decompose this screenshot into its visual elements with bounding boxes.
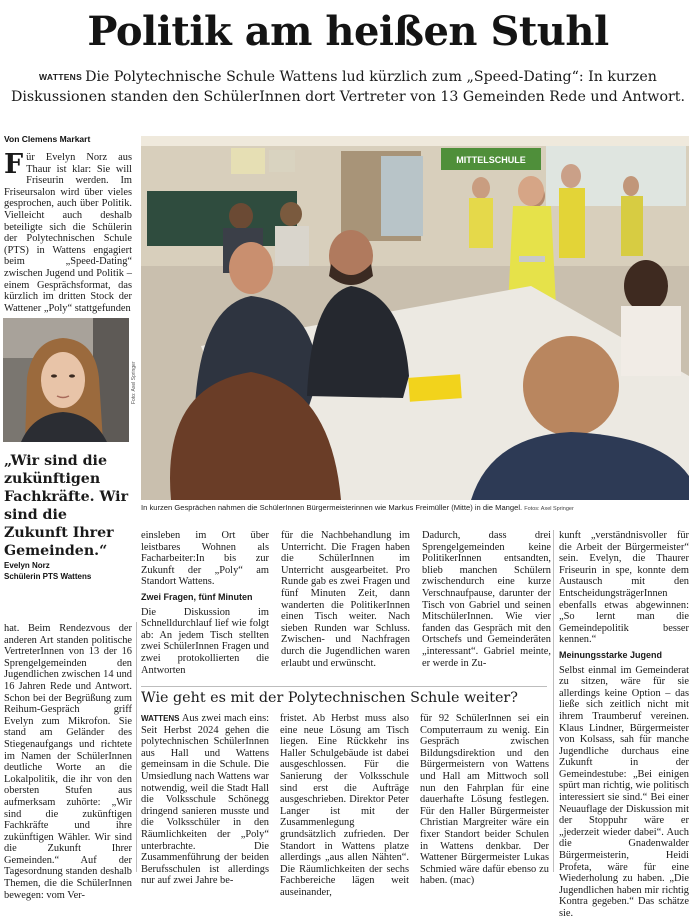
box-column-1 [141,713,269,887]
pull-quote: „Wir sind die zukünftigen Fachkräfte. Wir sind die Zukunft Ihrer Gemeinden.“ [4,453,129,559]
box-rule [141,686,547,687]
caption-text: In kurzen Gesprächen nahmen die SchülerInnen Bürgermeisterinnen wie Markus Freimüller (Mitte) in die Mangel. [141,503,523,512]
right-column-text-a: kunft „verständnisvoller für die Arbeit der Bürgermeister“ sein. Evelyn, die Thaurer Friseurin in spe, konnte dem Austausch mit den EntscheidungsträgerInnen ebenfalls etwas abgewinnen: „So lernt man die Gemeindepolitik besser kennen.“ [559,530,689,646]
author-byline: Von Clemens Markart [4,134,91,144]
column-4: Dadurch, dass drei Sprengelgemeinden keine PolitikerInnen entsandten, blieb manchen Schülern zwischendurch eine kurze Verschnaufpause, darunter der Tisch von Gabriel und seinen MitschülerInnen. Wie vier fanden das Gespräch mit den Ortschefs und Gemeinderäten „interessant“. Gabriel meinte, er werde in Zu- [422,530,551,669]
box-column-2: fristet. Ab Herbst muss also eine neue Lösung am Tisch liegen. Eine Rückkehr ins Haller Schulgebäude ist dabei ausgeschlossen. Für die Sanierung der Volksschule sind erst die Aufträge ausgeschrieben. Direktor Peter Langer ist mit der Zusammenlegung grundsätzlich zufrieden. Der Standort in Wattens platze allerdings „aus allen Nähten“. Die Räumlichkeiten der sechs Fachbereiche lägen weit auseinander, [280,713,409,898]
column-2 [141,530,269,680]
portrait-credit: Foto: Axel Springer [131,361,137,404]
column-2-text-b: Die Diskussion im Schnelldurchlauf lief wie folgt ab: An jedem Tisch stellten zwei SchülerInnen Fragen und zwei protokollierten die Antworten [141,606,269,676]
quote-role: Schülerin PTS Wattens [4,572,92,581]
photo-caption [141,503,689,512]
column-rule [136,622,137,872]
quote-name: Evelyn Norz [4,561,50,570]
headline: Politik am heißen Stuhl [87,8,609,55]
column-2-text-a: einsleben im Ort über leistbares Wohnen als Facharbeiter:In bis zur Zukunft der „Poly“ am Standort Wattens. [141,530,269,588]
left-column-text: hat. Beim Rendezvous der anderen Art standen politische VertreterInnen von 13 der 16 Sprengelgemeinden den Jugendlichen zwischen 14 und 16 Jahren Rede und Antwort. Schon bei der Begrüßung zum Reihum-Gespräch griff Evelyn zum Mikrofon. Sie stand am Geländer des Stiegenaufgangs und richtete im Namen der SchülerInnen deutliche Worte an die Lokalpolitik, die ihr von den obersten Stufen aus aufmerksam zuhörte: „Wir sind die zukünftigen Fachkräfte und ihre zukünftigen Wähler. Wir sind die Zukunft Ihrer Gemeinden.“ Auf der Tagesordnung standen deshalb Themen, die die SchülerInnen bewegen: vom Ver- [4,623,132,901]
lead-location: WATTENS [39,72,83,82]
box-location: WATTENS [141,714,180,723]
box-column-1-text: Aus zwei mach eins: Seit Herbst 2024 gehen die polytechnischen SchülerInnen aus Hall und Wattens gemeinsam in die Schule. Die Umsiedlung nach Wattens war notwendig, weil die Stadt Hall die Volksschule Schönegg dringend sanieren musste und die Volksschüler in den Räumlichkeiten der „Poly“ unterbrachte. Die Zusammenführung der beiden Berufsschulen ist allerdings nur auf zwei Jahre be- [141,713,269,887]
box-column-3: für 92 SchülerInnen sei ein Computerraum zu wenig. Ein Gespräch zwischen Bildungsdirektion und den Bürgermeistern von Wattens und Hall am Mittwoch soll nun den Fahrplan für eine dauerhafte Lösung festlegen. Für den Haller Bürgermeister Christian Margreiter wäre ein fixer Standort beider Schulen in Wattens denkbar. Der Wattener Bürgermeister Lukas Schmied wäre dafür ebenso zu haben. (mac) [420,713,549,887]
column-3: für die Nachbehandlung im Unterricht. Die Fragen haben die SchülerInnen im Unterricht ausgearbeitet. Pro Runde gab es zwei Fragen und fünf Minuten Zeit, dann wanderten die PolitikerInnen einen Tisch weiter. Nach sieben Runden war Schluss. Zwischen- und Nachfragen durch die Jugendlichen waren erlaubt und erwünscht. [281,530,410,669]
portrait-photo [3,318,129,442]
lead-paragraph [8,67,688,107]
subhead-meinungsstarke-jugend: Meinungsstarke Jugend [559,649,663,660]
subhead-zwei-fragen: Zwei Fragen, fünf Minuten [141,591,253,602]
photo-credit: Fotos: Axel Springer [524,506,574,512]
quote-attribution [4,560,91,582]
right-column-text-b: Selbst einmal im Gemeinderat zu sitzen, wäre für sie allerdings keine Option – das ließe sich zeitlich nicht mit ihrem Traumberuf vereinen. Klaus Lindner, Bürgermeister von Kolsass, sah für manche Jugendliche durchaus eine Zukunft in der Gemeindestube: „Bei einigen spürt man richtig, wie politisch interessiert sie sind.“ Bei einer Neuauflage der Diskussion mit der Stoppuhr wäre er „jederzeit wieder dabei“. Auch die Gnadenwalder Bürgermeisterin, Heidi Profeta, wäre für eine Wiederholung zu haben. „Die Jugendlichen haben mir richtig Kontra gegeben.“ Das schätze sie. [559,664,689,919]
intro-column [4,149,132,316]
intro-text: ür Evelyn Norz aus Thaur ist klar: Sie will Friseurin werden. Im Friseursalon wird über vieles gesprochen, auch über Politik. Vielleicht auch deshalb beteiligte sich die Schülerin der Polytechnischen Schule (PTS) in Wattens engagiert beim „Speed-Dating“ zwischen Jugend und Politik – einem Gesprächsformat, das kürzlich im dritten Stock der Wattener „Poly“ stattgefunden [4,152,132,314]
dropcap: F [4,149,24,180]
box-title: Wie geht es mit der Polytechnischen Schule weiter? [141,690,518,706]
wall-sign: MITTELSCHULE [456,155,526,165]
lead-text: Die Polytechnische Schule Wattens lud kürzlich zum „Speed-Dating“: In kurzen Diskussionen standen den SchülerInnen dort Vertreter von 13 Gemeinden Rede und Antwort. [10,69,685,105]
main-photo [141,136,689,500]
